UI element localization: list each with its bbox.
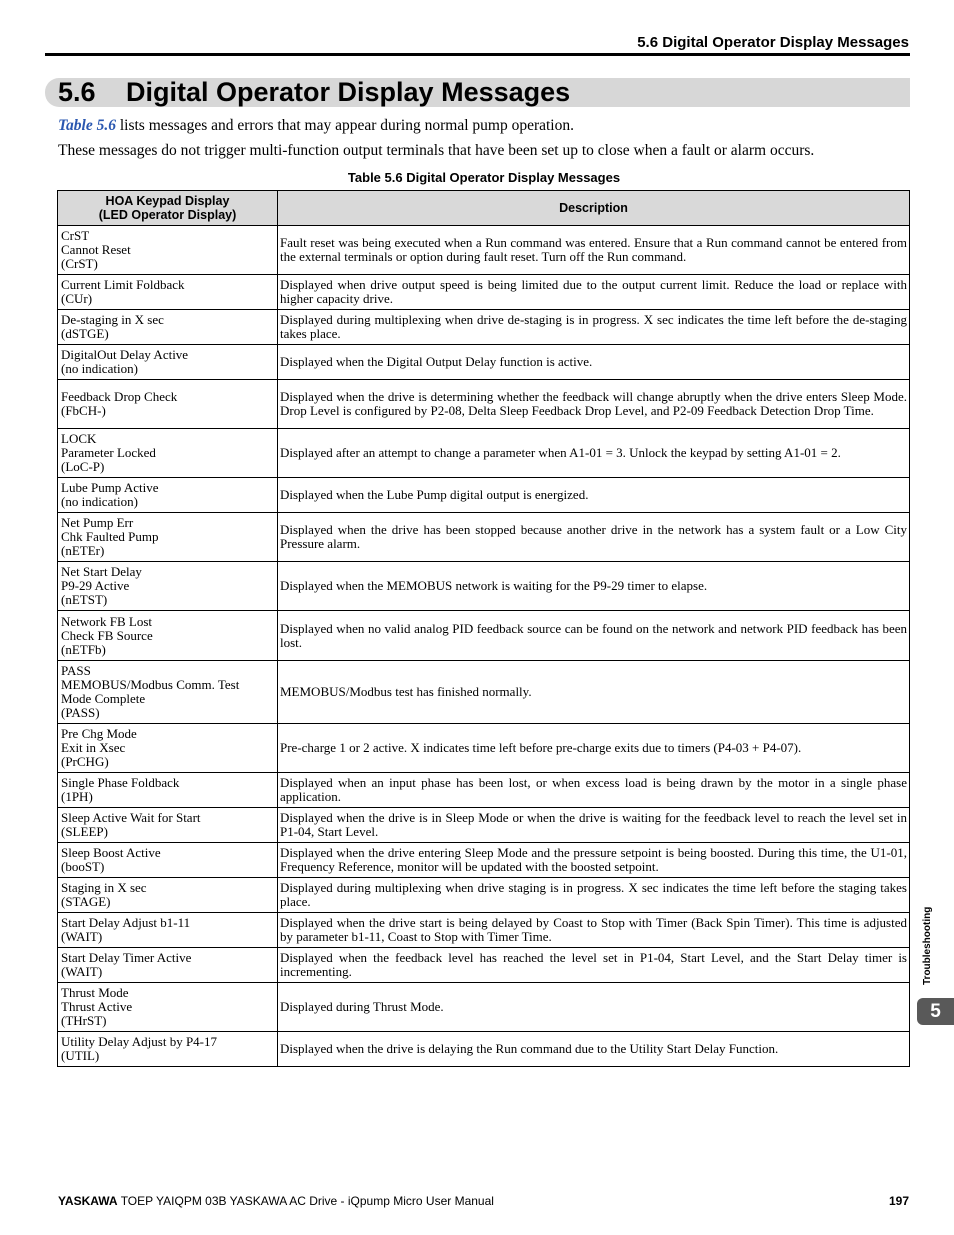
description-cell: Displayed when drive output speed is being limited due to the output current limit. Reduce the load or replace with higher capacity drive. <box>278 275 910 310</box>
table-row <box>58 310 910 345</box>
table-row <box>58 878 910 913</box>
display-message-cell <box>58 513 278 562</box>
table-row <box>58 913 910 948</box>
display-message-line: Pre Chg Mode <box>61 726 137 741</box>
display-message-cell <box>58 310 278 345</box>
display-message-line: (booST) <box>61 859 105 874</box>
display-message-line: (THrST) <box>61 1013 107 1028</box>
display-message-line: CrST <box>61 228 90 243</box>
display-message-line: Single Phase Foldback <box>61 775 180 790</box>
display-message-cell <box>58 1032 278 1067</box>
table-row <box>58 661 910 724</box>
description-cell: Displayed during multiplexing when drive de-staging is in progress. X sec indicates the time left before the de-staging takes place. <box>278 310 910 345</box>
section-title-text: Digital Operator Display Messages <box>126 77 571 107</box>
display-message-line: Start Delay Adjust b1-11 <box>61 915 191 930</box>
display-message-line: (SLEEP) <box>61 824 108 839</box>
display-message-line: Net Pump Err <box>61 515 134 530</box>
display-message-line: Net Start Delay <box>61 564 142 579</box>
display-message-line: LOCK <box>61 431 97 446</box>
display-message-line: Sleep Active Wait for Start <box>61 810 201 825</box>
display-message-line: Cannot Reset <box>61 242 131 257</box>
section-heading-bar <box>45 78 910 107</box>
table-row <box>58 948 910 983</box>
description-cell: Fault reset was being executed when a Run command was entered. Ensure that a Run command cannot be entered from the external terminals or option during fault reset. Turn off the Run command. <box>278 226 910 275</box>
description-cell: Displayed during Thrust Mode. <box>278 983 910 1032</box>
display-message-line: Utility Delay Adjust by P4-17 <box>61 1034 217 1049</box>
display-message-line: Exit in Xsec <box>61 740 126 755</box>
column-header-display-line1: HOA Keypad Display <box>105 194 230 208</box>
table-row <box>58 380 910 429</box>
running-header: 5.6 Digital Operator Display Messages <box>637 34 909 51</box>
description-cell: Displayed when the drive has been stopped because another drive in the network has a system fault or a Low City Pressure alarm. <box>278 513 910 562</box>
display-message-line: Staging in X sec <box>61 880 147 895</box>
table-row <box>58 983 910 1032</box>
section-title <box>58 78 570 107</box>
display-message-cell <box>58 843 278 878</box>
display-message-cell <box>58 983 278 1032</box>
display-message-line: (WAIT) <box>61 964 103 979</box>
table-row <box>58 611 910 661</box>
display-message-cell <box>58 429 278 478</box>
display-message-line: Mode Complete <box>61 691 146 706</box>
column-header-display <box>58 191 278 226</box>
description-cell: Displayed when the Lube Pump digital output is energized. <box>278 478 910 513</box>
display-message-cell <box>58 808 278 843</box>
column-header-description: Description <box>278 191 910 226</box>
display-message-line: (no indication) <box>61 361 138 376</box>
display-message-line: PASS <box>61 663 91 678</box>
description-cell: MEMOBUS/Modbus test has finished normally. <box>278 661 910 724</box>
display-message-line: Lube Pump Active <box>61 480 159 495</box>
display-message-line: Sleep Boost Active <box>61 845 161 860</box>
display-message-line: (CrST) <box>61 256 98 271</box>
intro-line1-text: lists messages and errors that may appear during normal pump operation. <box>115 117 574 134</box>
table-caption: Table 5.6 Digital Operator Display Messages <box>347 170 621 185</box>
display-message-line: (UTIL) <box>61 1048 100 1063</box>
description-cell: Pre-charge 1 or 2 active. X indicates time left before pre-charge exits due to timers (P4-03 + P4-07). <box>278 724 910 773</box>
display-message-cell <box>58 345 278 380</box>
display-message-line: Check FB Source <box>61 627 153 643</box>
display-message-cell <box>58 380 278 429</box>
display-message-cell <box>58 562 278 611</box>
intro-paragraph-1 <box>58 117 574 135</box>
description-cell: Displayed when the drive is in Sleep Mode or when the drive is waiting for the feedback level to reach the level set in P1-04, Start Level. <box>278 808 910 843</box>
display-message-line: (nETST) <box>61 592 108 607</box>
display-message-line: (FbCH-) <box>61 403 106 418</box>
chapter-tab[interactable]: 5 <box>917 998 954 1025</box>
display-message-line: Thrust Active <box>61 999 133 1014</box>
table-row <box>58 773 910 808</box>
display-message-line: P9-29 Active <box>61 578 130 593</box>
display-message-cell <box>58 724 278 773</box>
display-message-line: (nETFb) <box>61 641 106 657</box>
display-message-cell <box>58 661 278 724</box>
table-row <box>58 724 910 773</box>
table-row <box>58 275 910 310</box>
display-message-line: (PASS) <box>61 705 100 720</box>
footer-brand: YASKAWA <box>58 1194 118 1208</box>
display-message-line: (CUr) <box>61 291 93 306</box>
description-cell: Displayed when no valid analog PID feedback source can be found on the network and network PID feedback has been lost. <box>278 611 910 661</box>
table-row <box>58 226 910 275</box>
table-row <box>58 429 910 478</box>
display-message-line: Network FB Lost <box>61 613 152 629</box>
description-cell: Displayed during multiplexing when drive staging is in progress. X sec indicates the time left before the staging takes place. <box>278 878 910 913</box>
description-cell: Displayed after an attempt to change a parameter when A1-01 = 3. Unlock the keypad by setting A1-01 = 2. <box>278 429 910 478</box>
display-message-line: Start Delay Timer Active <box>61 950 192 965</box>
display-message-line: (WAIT) <box>61 929 103 944</box>
footer-manual-title: TOEP YAIQPM 03B YASKAWA AC Drive - iQpump Micro User Manual <box>117 1194 494 1208</box>
header-rule <box>45 53 910 56</box>
display-message-line: Feedback Drop Check <box>61 389 178 404</box>
table-row <box>58 1032 910 1067</box>
messages-table <box>57 190 910 1067</box>
table-row <box>58 345 910 380</box>
table-row <box>58 478 910 513</box>
display-message-line: MEMOBUS/Modbus Comm. Test <box>61 677 240 692</box>
footer-text <box>58 1194 494 1208</box>
table-header-row <box>58 191 910 226</box>
display-message-line: Parameter Locked <box>61 445 156 460</box>
display-message-cell <box>58 948 278 983</box>
description-cell: Displayed when an input phase has been lost, or when excess load is being drawn by the motor in a single phase application. <box>278 773 910 808</box>
description-cell: Displayed when the drive is delaying the Run command due to the Utility Start Delay Function. <box>278 1032 910 1067</box>
display-message-cell <box>58 226 278 275</box>
table-row <box>58 808 910 843</box>
description-cell: Displayed when the drive start is being delayed by Coast to Stop with Timer (Back Spin Timer). This time is adjusted by parameter b1-11, Coast to Stop with Timer Time. <box>278 913 910 948</box>
display-message-cell <box>58 478 278 513</box>
table-row <box>58 562 910 611</box>
intro-paragraph-2: These messages do not trigger multi-function output terminals that have been set up to close when a fault or alarm occurs. <box>58 142 815 159</box>
description-cell: Displayed when the MEMOBUS network is waiting for the P9-29 timer to elapse. <box>278 562 910 611</box>
description-cell: Displayed when the Digital Output Delay function is active. <box>278 345 910 380</box>
display-message-line: (PrCHG) <box>61 754 109 769</box>
description-cell: Displayed when the feedback level has reached the level set in P1-04, Start Level, and the Start Delay timer is incrementing. <box>278 948 910 983</box>
display-message-cell <box>58 913 278 948</box>
display-message-line: (1PH) <box>61 789 93 804</box>
display-message-line: (STAGE) <box>61 894 111 909</box>
description-cell: Displayed when the drive entering Sleep Mode and the pressure setpoint is being boosted. During this time, the U1-01, Frequency Reference, monitor will be updated with the boosted setpoint. <box>278 843 910 878</box>
page-number: 197 <box>888 1194 909 1208</box>
display-message-line: (nETEr) <box>61 543 105 558</box>
display-message-cell <box>58 773 278 808</box>
display-message-line: (no indication) <box>61 494 138 509</box>
display-message-line: Chk Faulted Pump <box>61 529 159 544</box>
side-tab-label: Troubleshooting <box>922 906 933 985</box>
display-message-cell <box>58 611 278 661</box>
display-message-cell <box>58 878 278 913</box>
table-body <box>58 226 910 1067</box>
description-cell: Displayed when the drive is determining whether the feedback will change abruptly when the drive enters Sleep Mode. Drop Level is configured by P2-08, Delta Sleep Feedback Drop Level, and P2-09 Feedback Detection Drop Time. <box>278 380 910 429</box>
display-message-line: Thrust Mode <box>61 985 129 1000</box>
display-message-line: Current Limit Foldback <box>61 277 185 292</box>
table-row <box>58 513 910 562</box>
display-message-line: De-staging in X sec <box>61 312 164 327</box>
display-message-line: (LoC-P) <box>61 459 105 474</box>
display-message-line: DigitalOut Delay Active <box>61 347 189 362</box>
table-row <box>58 843 910 878</box>
column-header-display-line2: (LED Operator Display) <box>98 208 237 222</box>
section-number: 5.6 <box>58 77 96 107</box>
table-reference-link[interactable]: Table 5.6 <box>58 117 116 134</box>
display-message-line: (dSTGE) <box>61 326 109 341</box>
display-message-cell <box>58 275 278 310</box>
